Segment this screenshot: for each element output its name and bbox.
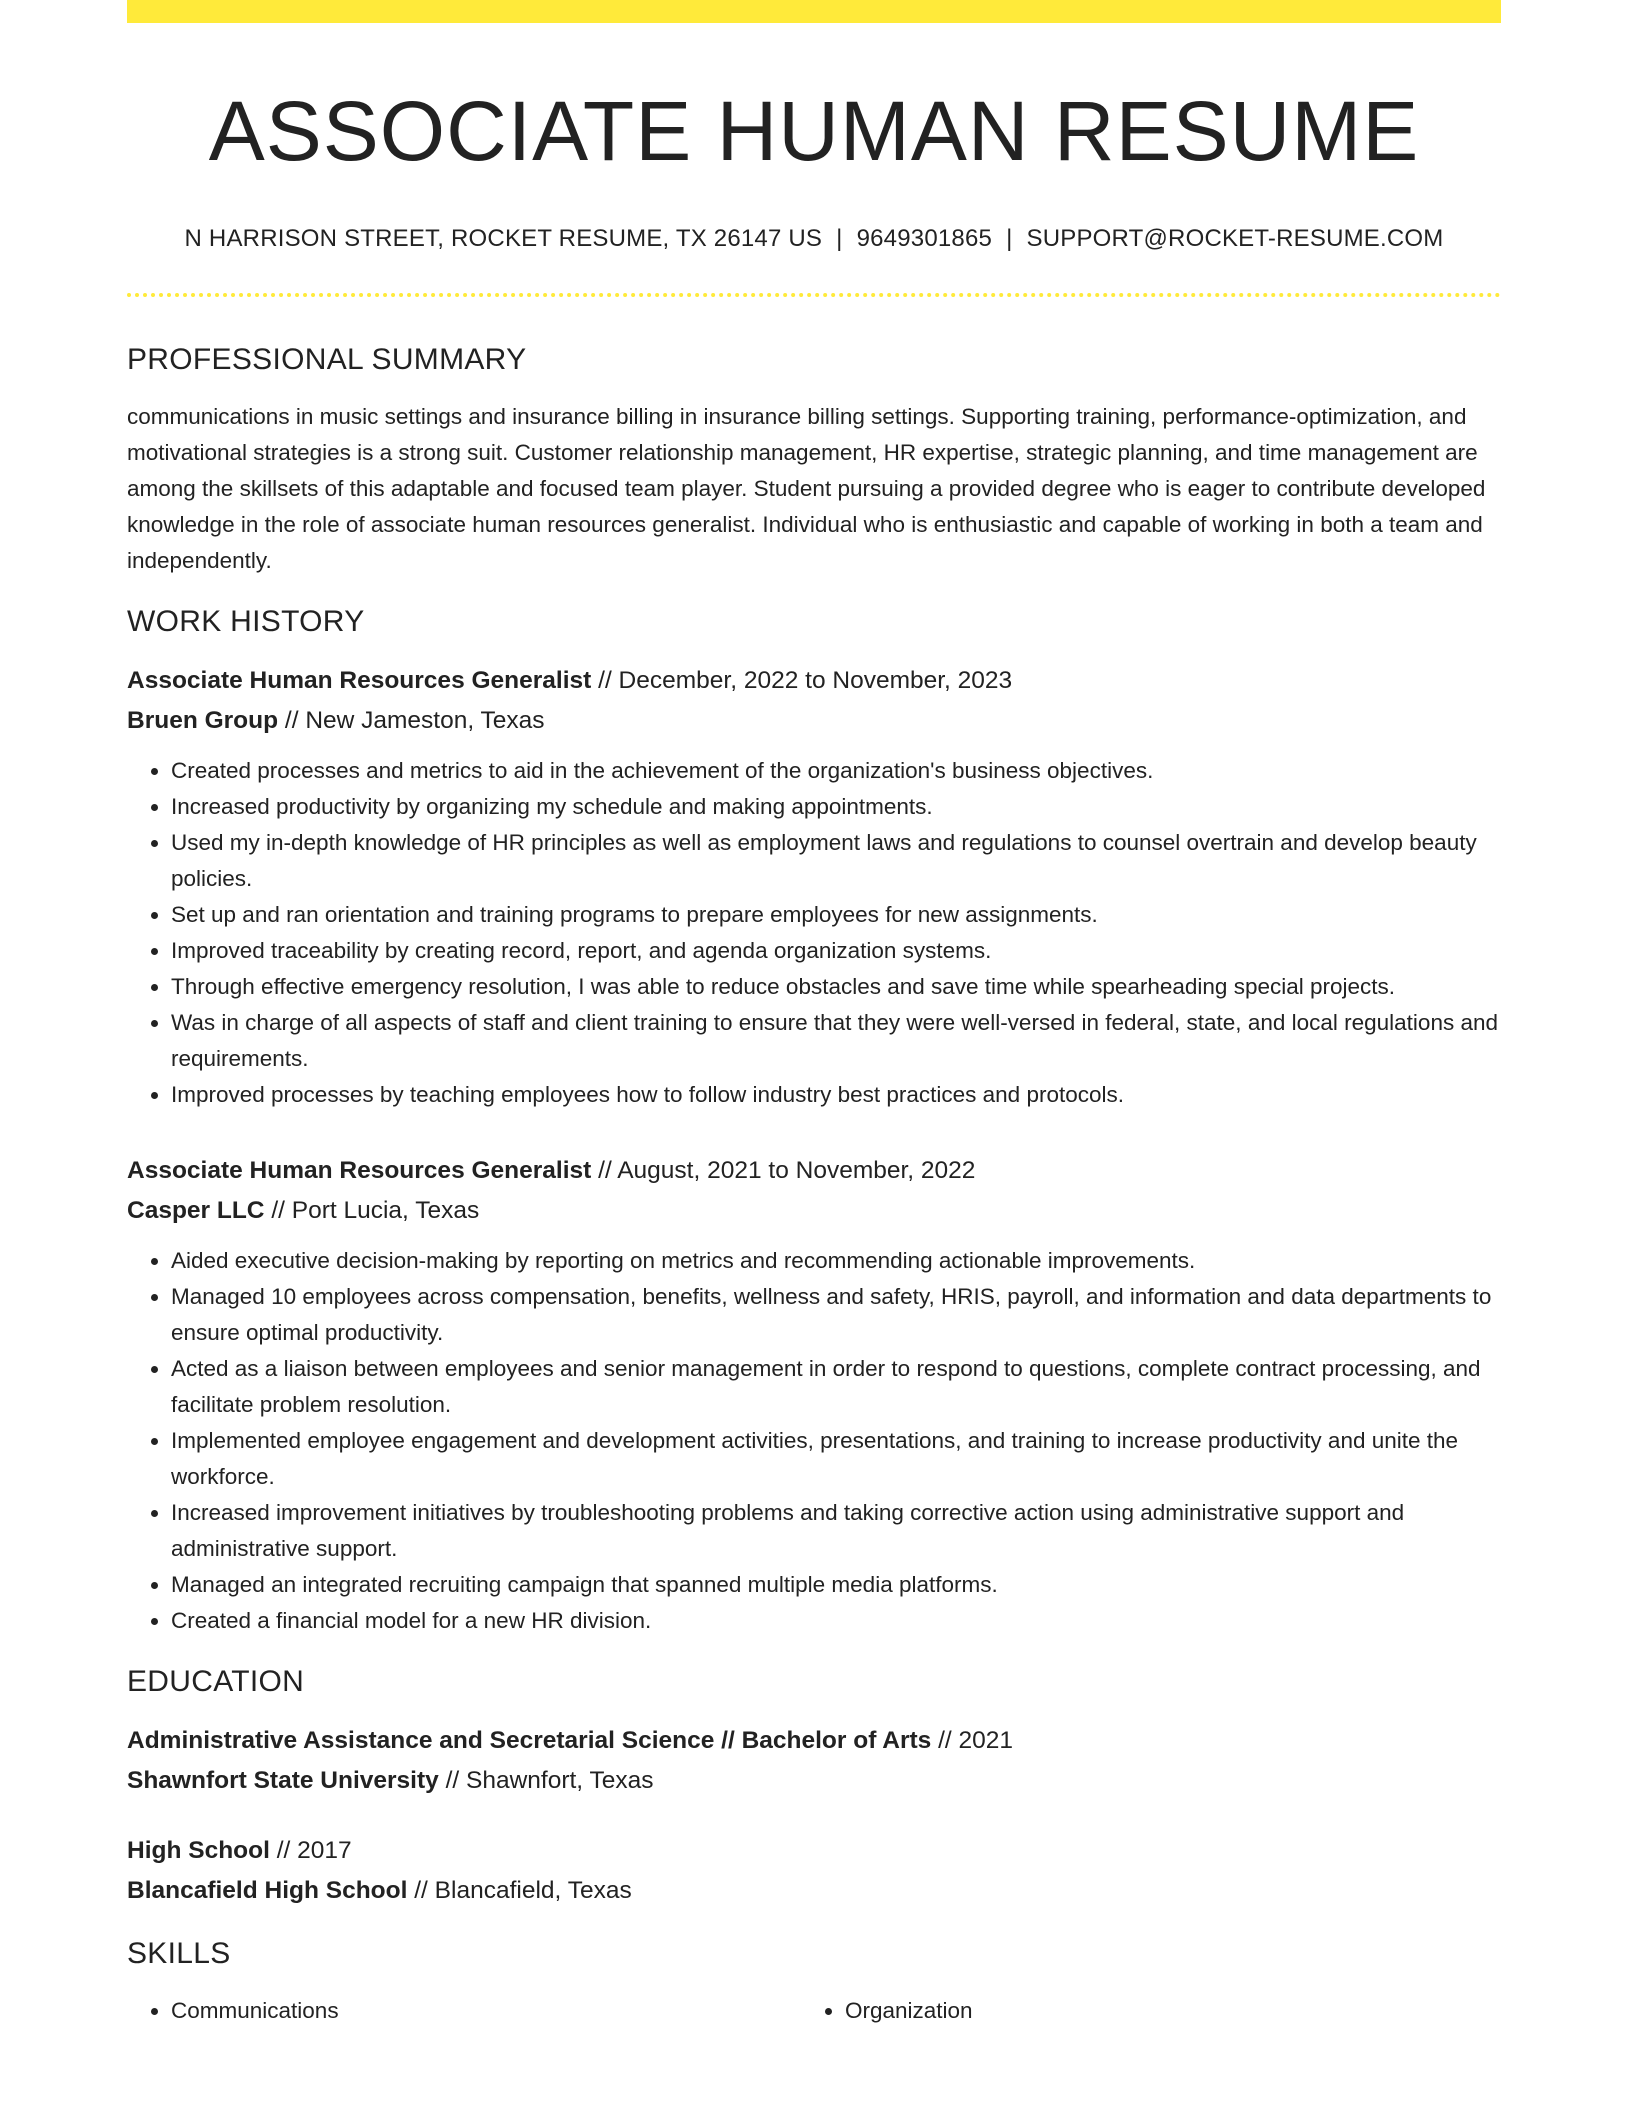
job-company-line <box>127 1191 1501 1231</box>
job-bullets <box>127 1243 1501 1639</box>
education-school: Shawnfort State University <box>127 1767 439 1795</box>
education-degree-line <box>127 1831 1501 1871</box>
education-school-line <box>127 1871 1501 1911</box>
accent-top-bar <box>127 0 1501 23</box>
job-location: // New Jameston, Texas <box>278 707 545 735</box>
skill-item: • Organization <box>845 1993 1475 2029</box>
list-item: • Acted as a liaison between employees and senior management in order to respond to questions, complete contract processing, and facilitate problem resolution. <box>171 1351 1501 1423</box>
list-item: • Increased improvement initiatives by troubleshooting problems and taking corrective action using administrative support and administrative support. <box>171 1495 1501 1567</box>
list-item: • Aided executive decision-making by reporting on metrics and recommending actionable improvements. <box>171 1243 1501 1279</box>
section-title-skills: SKILLS <box>127 1937 231 1971</box>
skills-grid <box>127 1993 1501 2029</box>
resume-page <box>127 0 1501 2029</box>
section-title-work-history: WORK HISTORY <box>127 605 365 639</box>
contact-email: SUPPORT@ROCKET-RESUME.COM <box>1026 225 1444 253</box>
list-item: • Created a financial model for a new HR division. <box>171 1603 1501 1639</box>
contact-address: N HARRISON STREET, ROCKET RESUME, TX 26147 US <box>184 225 823 253</box>
education-degree-line <box>127 1721 1501 1761</box>
section-title-education: EDUCATION <box>127 1665 305 1699</box>
list-item: • Improved traceability by creating record, report, and agenda organization systems. <box>171 933 1501 969</box>
skills-column-right <box>801 1993 1475 2029</box>
job-company: Bruen Group <box>127 707 279 735</box>
list-item: • Managed 10 employees across compensation, benefits, wellness and safety, HRIS, payroll, and information and data departments to ensure optimal productivity. <box>171 1279 1501 1351</box>
education-location: // Shawnfort, Texas <box>438 1767 654 1795</box>
list-item: • Set up and ran orientation and training programs to prepare employees for new assignments. <box>171 897 1501 933</box>
list-item: • Created processes and metrics to aid in the achievement of the organization's business objectives. <box>171 753 1501 789</box>
education-school: Blancafield High School <box>127 1877 408 1905</box>
job-company-line <box>127 701 1501 741</box>
contact-separator: | <box>836 225 843 253</box>
education-school-line <box>127 1761 1501 1801</box>
job-bullets <box>127 753 1501 1113</box>
education-degree: Administrative Assistance and Secretarial Science // Bachelor of Arts <box>127 1727 932 1755</box>
list-item: • Increased productivity by organizing my schedule and making appointments. <box>171 789 1501 825</box>
section-title-summary: PROFESSIONAL SUMMARY <box>127 343 527 377</box>
job-title-line <box>127 661 1501 701</box>
list-item: • Managed an integrated recruiting campaign that spanned multiple media platforms. <box>171 1567 1501 1603</box>
job-dates: // December, 2022 to November, 2023 <box>591 667 1013 695</box>
contact-line <box>127 225 1501 253</box>
education-degree: High School <box>127 1837 270 1865</box>
job-dates: // August, 2021 to November, 2022 <box>591 1157 976 1185</box>
list-item: • Through effective emergency resolution, I was able to reduce obstacles and save time while spearheading special projects. <box>171 969 1501 1005</box>
job-company: Casper LLC <box>127 1197 265 1225</box>
job-role: Associate Human Resources Generalist <box>127 667 592 695</box>
dotted-divider <box>127 293 1501 297</box>
summary-text: communications in music settings and insurance billing in insurance billing settings. Supporting training, performance-optimization, and motivational strategies is a strong suit. Customer relationship management, HR expertise, strategic planning, and time management are among the skillsets of this adaptable and focused team player. Student pursuing a provided degree who is eager to contribute developed knowledge in the role of associate human resources generalist. Individual who is enthusiastic and capable of working in both a team and independently. <box>127 404 1486 574</box>
contact-phone: 9649301865 <box>856 225 993 253</box>
job-location: // Port Lucia, Texas <box>264 1197 480 1225</box>
contact-separator: | <box>1006 225 1013 253</box>
list-item: • Improved processes by teaching employees how to follow industry best practices and protocols. <box>171 1077 1501 1113</box>
education-location: // Blancafield, Texas <box>407 1877 632 1905</box>
skills-column-left <box>127 1993 801 2029</box>
job-role: Associate Human Resources Generalist <box>127 1157 592 1185</box>
list-item: • Implemented employee engagement and development activities, presentations, and training to increase productivity and unite the workforce. <box>171 1423 1501 1495</box>
education-year: // 2017 <box>269 1837 352 1865</box>
list-item: • Used my in-depth knowledge of HR principles as well as employment laws and regulations to counsel overtrain and develop beauty policies. <box>171 825 1501 897</box>
job-title-line <box>127 1151 1501 1191</box>
skill-item: • Communications <box>171 1993 801 2029</box>
list-item: • Was in charge of all aspects of staff and client training to ensure that they were well-versed in federal, state, and local regulations and requirements. <box>171 1005 1501 1077</box>
education-year: // 2021 <box>931 1727 1014 1755</box>
resume-name: ASSOCIATE HUMAN RESUME <box>208 84 1420 178</box>
